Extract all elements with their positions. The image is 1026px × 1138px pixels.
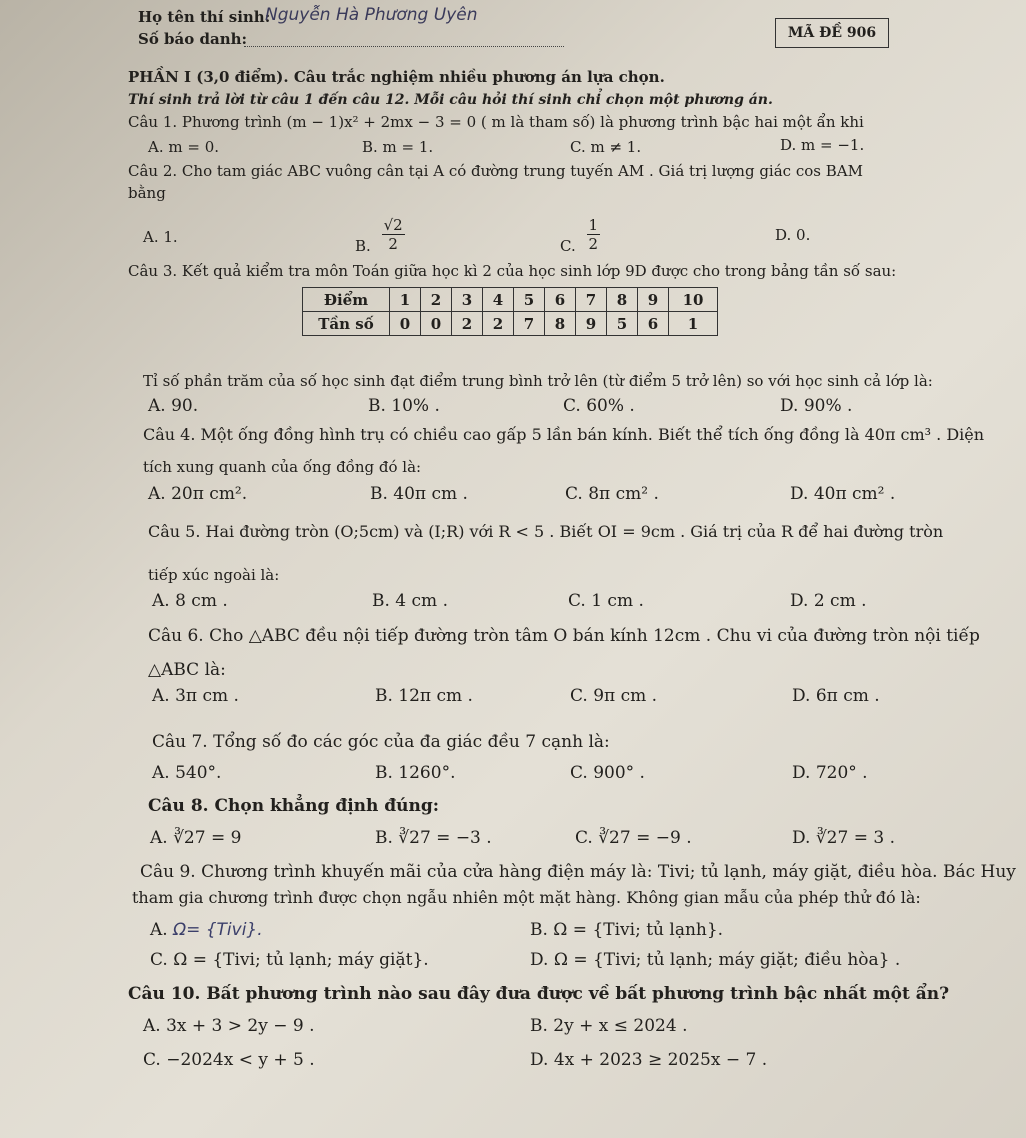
q8-stem: Câu 8. Chọn khẳng định đúng:: [148, 796, 440, 816]
q2-option-b: [355, 216, 405, 253]
q4-option-d: D. 40π cm² .: [790, 484, 896, 504]
table-row: [303, 312, 718, 336]
table-cell: Tần số: [303, 312, 390, 336]
q4-stem2: tích xung quanh của ống đồng đó là:: [143, 458, 422, 476]
table-cell: 5: [607, 312, 638, 336]
table-cell: 2: [452, 312, 483, 336]
q9-stem2: tham gia chương trình được chọn ngẫu nhiên một mặt hàng. Không gian mẫu của phép thử đó là:: [132, 888, 921, 907]
table-cell: 6: [545, 288, 576, 312]
table-cell: 7: [576, 288, 607, 312]
q2-stem: Câu 2. Cho tam giác ABC vuông cân tại A có đường trung tuyến AM . Giá trị lượng giác cos BAM: [128, 162, 863, 180]
q7-option-d: D. 720° .: [792, 763, 868, 783]
q7-option-a: A. 540°.: [152, 763, 222, 783]
q10-option-c: C. −2024x < y + 5 .: [143, 1050, 315, 1070]
table-cell: 8: [545, 312, 576, 336]
q5-stem: Câu 5. Hai đường tròn (O;5cm) và (I;R) với R < 5 . Biết OI = 9cm . Giá trị của R để hai đường tròn: [148, 522, 944, 541]
q2-option-c: [560, 216, 600, 253]
q6-option-d: D. 6π cm .: [792, 686, 880, 706]
table-cell: 2: [421, 288, 452, 312]
q9-option-a-handwritten: Ω= {Tivi}.: [173, 920, 263, 940]
q3-option-d: D. 90% .: [780, 396, 853, 416]
q6-stem: Câu 6. Cho △ABC đều nội tiếp đường tròn tâm O bán kính 12cm . Chu vi của đường tròn nội tiếp: [148, 626, 980, 646]
q2-option-c-fraction: [587, 216, 601, 253]
exam-code-box: MÃ ĐỀ 906: [775, 18, 889, 48]
table-cell: 4: [483, 288, 514, 312]
q8-option-d: D. ∛27 = 3 .: [792, 828, 895, 848]
q10-option-a: A. 3x + 3 > 2y − 9 .: [143, 1016, 315, 1036]
table-cell: 9: [576, 312, 607, 336]
table-cell: 1: [390, 288, 421, 312]
sbd-line: [244, 46, 564, 47]
table-cell: Điểm: [303, 288, 390, 312]
q2-option-c-den: 2: [588, 235, 599, 253]
q1-option-b: B. m = 1.: [362, 138, 434, 156]
table-cell: 2: [483, 312, 514, 336]
q2-option-d: D. 0.: [775, 226, 811, 244]
q9-option-c: C. Ω = {Tivi; tủ lạnh; máy giặt}.: [150, 950, 429, 970]
q1-option-c: C. m ≠ 1.: [570, 138, 642, 156]
table-row: [303, 288, 718, 312]
q9-stem: Câu 9. Chương trình khuyến mãi của cửa hàng điện máy là: Tivi; tủ lạnh, máy giặt, điều hòa. Bác Huy: [140, 862, 1016, 882]
q4-option-a: A. 20π cm².: [148, 484, 248, 504]
q7-option-c: C. 900° .: [570, 763, 645, 783]
table-cell: 10: [669, 288, 718, 312]
q8-option-a: A. ∛27 = 9: [150, 828, 242, 848]
table-cell: 0: [421, 312, 452, 336]
q10-option-b: B. 2y + x ≤ 2024 .: [530, 1016, 688, 1036]
q3-option-a: A. 90.: [148, 396, 199, 416]
q2-option-a: A. 1.: [143, 228, 178, 246]
q9-option-a-prefix: A.: [150, 920, 168, 940]
table-cell: 0: [390, 312, 421, 336]
q2-stem2: bằng: [128, 184, 166, 202]
q2-option-c-num: 1: [588, 216, 599, 234]
q6-option-c: C. 9π cm .: [570, 686, 658, 706]
table-cell: 1: [669, 312, 718, 336]
part1-instruction: Thí sinh trả lời từ câu 1 đến câu 12. Mỗi câu hỏi thí sinh chỉ chọn một phương án.: [128, 92, 773, 108]
q8-option-c: C. ∛27 = −9 .: [575, 828, 692, 848]
sbd-label: Số báo danh:: [138, 30, 248, 48]
q3-option-c: C. 60% .: [563, 396, 635, 416]
q5-option-d: D. 2 cm .: [790, 591, 867, 611]
q2-option-c-prefix: C.: [560, 236, 576, 255]
q10-stem: Câu 10. Bất phương trình nào sau đây đưa được về bất phương trình bậc nhất một ẩn?: [128, 984, 950, 1004]
table-cell: 7: [514, 312, 545, 336]
q6-stem2: △ABC là:: [148, 660, 226, 680]
q6-option-b: B. 12π cm .: [375, 686, 473, 706]
q4-option-c: C. 8π cm² .: [565, 484, 659, 504]
table-cell: 3: [452, 288, 483, 312]
q9-option-b: B. Ω = {Tivi; tủ lạnh}.: [530, 920, 724, 940]
q6-option-a: A. 3π cm .: [152, 686, 239, 706]
table-cell: 6: [638, 312, 669, 336]
q5-option-c: C. 1 cm .: [568, 591, 644, 611]
q1-stem: Câu 1. Phương trình (m − 1)x² + 2mx − 3 = 0 ( m là tham số) là phương trình bậc hai một ẩn khi: [128, 113, 864, 131]
q9-option-d: D. Ω = {Tivi; tủ lạnh; máy giặt; điều hòa} .: [530, 950, 901, 970]
q8-option-b: B. ∛27 = −3 .: [375, 828, 492, 848]
q3-stem: Câu 3. Kết quả kiểm tra môn Toán giữa học kì 2 của học sinh lớp 9D được cho trong bảng tần số sau:: [128, 262, 897, 280]
q2-option-b-prefix: B.: [355, 236, 371, 255]
table-cell: 8: [607, 288, 638, 312]
q3-option-b: B. 10% .: [368, 396, 440, 416]
q2-option-b-num: √2: [383, 216, 403, 234]
q2-option-b-fraction: [382, 216, 405, 253]
q3-question: Tỉ số phần trăm của số học sinh đạt điểm trung bình trở lên (từ điểm 5 trở lên) so với học sinh cả lớp là:: [143, 372, 933, 390]
q1-option-a: A. m = 0.: [148, 138, 220, 156]
frequency-table: [302, 287, 718, 336]
q9-option-a: [150, 920, 263, 940]
q10-option-d: D. 4x + 2023 ≥ 2025x − 7 .: [530, 1050, 768, 1070]
q5-option-a: A. 8 cm .: [152, 591, 228, 611]
q5-stem2: tiếp xúc ngoài là:: [148, 566, 280, 584]
q2-option-b-den: 2: [388, 235, 398, 253]
q4-option-b: B. 40π cm .: [370, 484, 468, 504]
q5-option-b: B. 4 cm .: [372, 591, 448, 611]
q7-stem: Câu 7. Tổng số đo các góc của đa giác đều 7 cạnh là:: [152, 732, 610, 752]
table-cell: 9: [638, 288, 669, 312]
q4-stem: Câu 4. Một ống đồng hình trụ có chiều cao gấp 5 lần bán kính. Biết thể tích ống đồng là 40π cm³ . Diện: [143, 425, 985, 444]
name-handwritten: Nguyễn Hà Phương Uyên: [265, 5, 478, 25]
table-cell: 5: [514, 288, 545, 312]
name-label: Họ tên thí sinh:: [138, 8, 271, 26]
q7-option-b: B. 1260°.: [375, 763, 456, 783]
q1-option-d: D. m = −1.: [780, 136, 865, 154]
part1-title: PHẦN I (3,0 điểm). Câu trắc nghiệm nhiều phương án lựa chọn.: [128, 68, 665, 86]
